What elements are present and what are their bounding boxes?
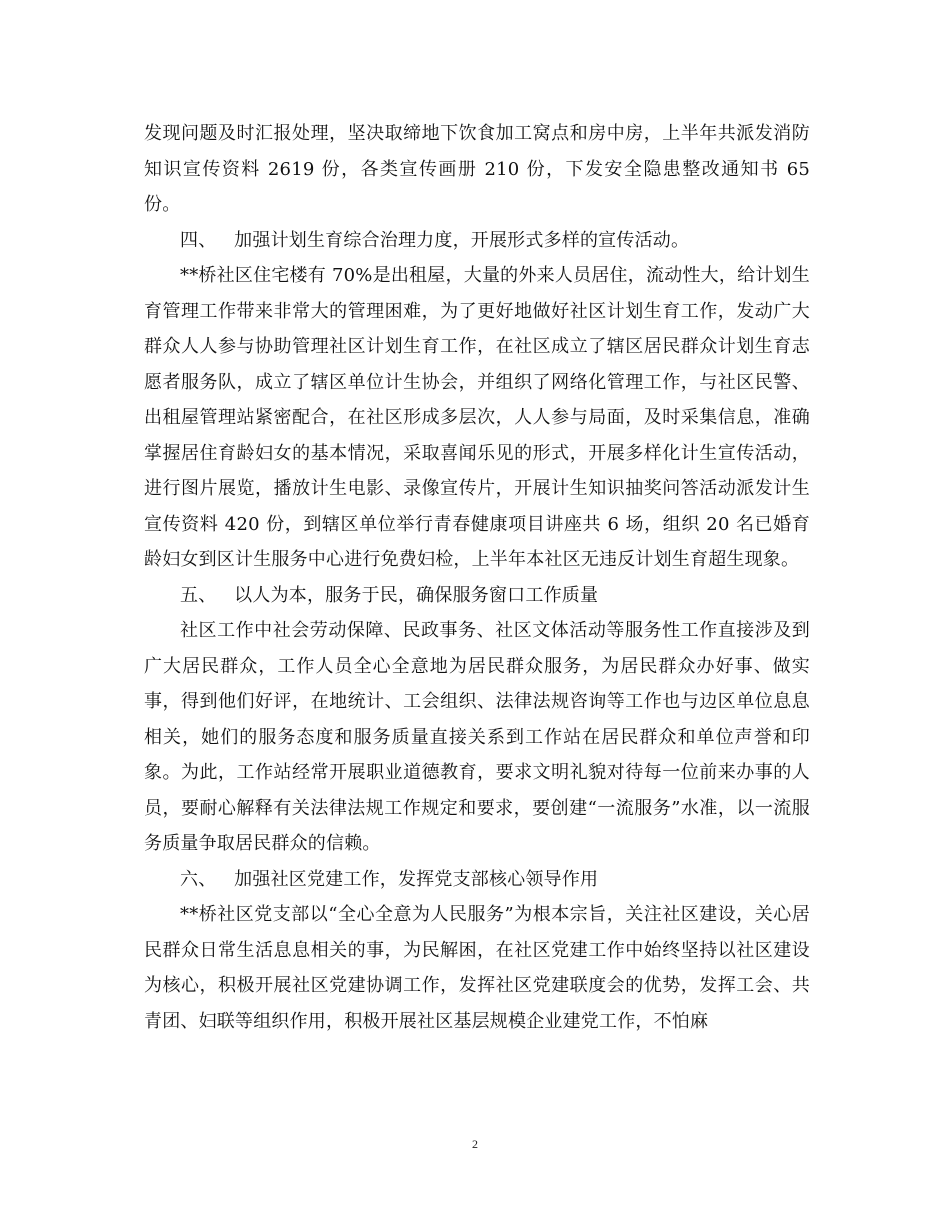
paragraph-continuation: 发现问题及时汇报处理，坚决取缔地下饮食加工窝点和房中房，上半年共派发消防知识宣传资料 2619 份，各类宣传画册 210 份，下发安全隐患整改通知书 65 份。 bbox=[144, 123, 816, 215]
section-heading-four: 四、 加强计划生育综合治理力度，开展形式多样的宣传活动。 bbox=[180, 229, 690, 251]
paragraph-family-planning: **桥社区住宅楼有 70%是出租屋，大量的外来人员居住，流动性大，给计划生育管理工作带来非常大的管理困难，为了更好地做好社区计划生育工作，发动广大群众人人参与协助管理社区计划生育工作，在社区成立了辖区居民群众计划生育志愿者服务队，成立了辖区单位计生协会，并组织了网络化管理工作，与社区民警、出租屋管理站紧密配合，在社区形成多层次，人人参与局面，及时采集信息，准确掌握居住育龄妇女的基本情况，采取喜闻乐见的形式，开展多样化计生宣传活动，进行图片展览，播放计生电影、录像宣传片，开展计生知识抽奖问答活动派发计生宣传资料 420 份，到辖区单位举行青春健康项目讲座共 6 场，组织 20 名已婚育龄妇女到区计生服务中心进行免费妇检，上半年本社区无违反计划生育超生现象。 bbox=[144, 265, 810, 570]
section-heading-six: 六、 加强社区党建工作，发挥党支部核心领导作用 bbox=[180, 868, 599, 890]
document-body bbox=[144, 116, 816, 1039]
paragraph-service-window: 社区工作中社会劳动保障、民政事务、社区文体活动等服务性工作直接涉及到广大居民群众，工作人员全心全意地为居民群众服务，为居民群众办好事、做实事，得到他们好评，在地统计、工会组织、法律法规咨询等工作也与边区单位息息相关，她们的服务态度和服务质量直接关系到工作站在居民群众和单位声誉和印象。为此，工作站经常开展职业道德教育，要求文明礼貌对待每一位前来办事的人员，要耐心解释有关法律法规工作规定和要求，要创建“一流服务”水准，以一流服务质量争取居民群众的信赖。 bbox=[144, 620, 810, 854]
page-number: 2 bbox=[472, 1137, 478, 1151]
paragraph-party-building: **桥社区党支部以“全心全意为人民服务”为根本宗旨，关注社区建设，关心居民群众日常生活息息相关的事，为民解困，在社区党建工作中始终坚持以社区建设为核心，积极开展社区党建协调工作，发挥社区党建联度会的优势，发挥工会、共青团、妇联等组织作用，积极开展社区基层规模企业建党工作，不怕麻 bbox=[144, 904, 810, 1032]
section-heading-five: 五、 以人为本，服务于民，确保服务窗口工作质量 bbox=[180, 584, 599, 606]
